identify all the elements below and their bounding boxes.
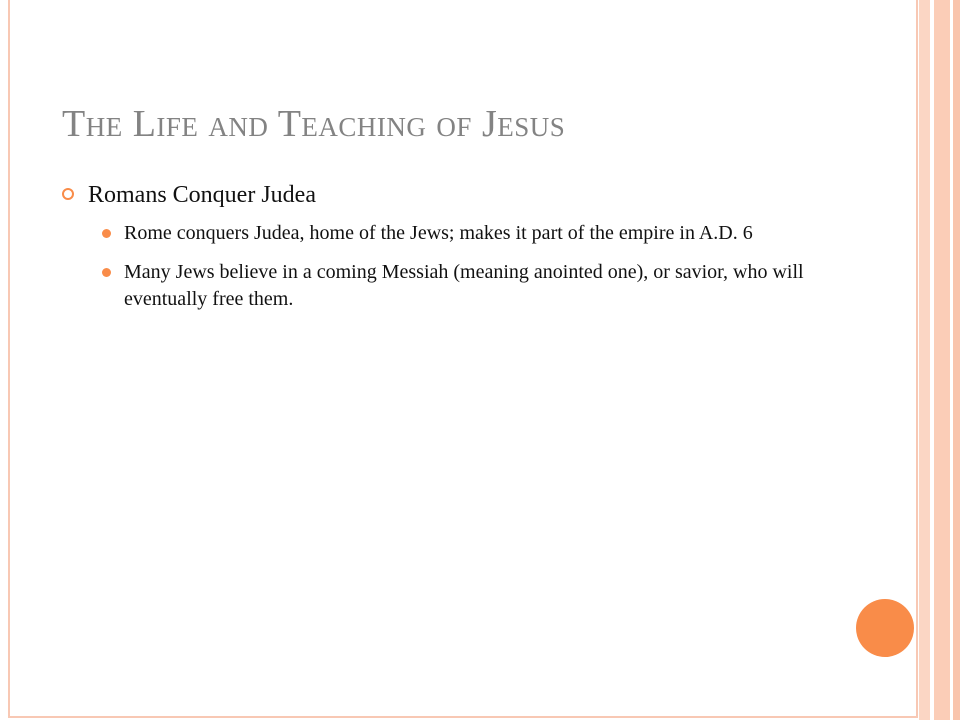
sub-bullet-list [62,220,822,313]
slide-title: The Life and Teaching of Jesus [62,103,566,145]
decorative-stripe [934,0,950,720]
decorative-stripe [919,0,930,720]
bullet-heading-text: Romans Conquer Judea [88,182,316,208]
dot-bullet-icon [102,229,111,238]
ring-bullet-icon [62,188,74,200]
decorative-circle [856,599,914,657]
sub-bullet-item [62,220,822,247]
sub-bullet-item [62,259,822,313]
slide-body [62,178,822,325]
bullet-heading [62,178,822,212]
sub-bullet-text: Many Jews believe in a coming Messiah (meaning anointed one), or savior, who will eventually free them. [124,261,804,310]
dot-bullet-icon [102,268,111,277]
decorative-stripe [953,0,960,720]
sub-bullet-text: Rome conquers Judea, home of the Jews; makes it part of the empire in A.D. 6 [124,222,753,244]
